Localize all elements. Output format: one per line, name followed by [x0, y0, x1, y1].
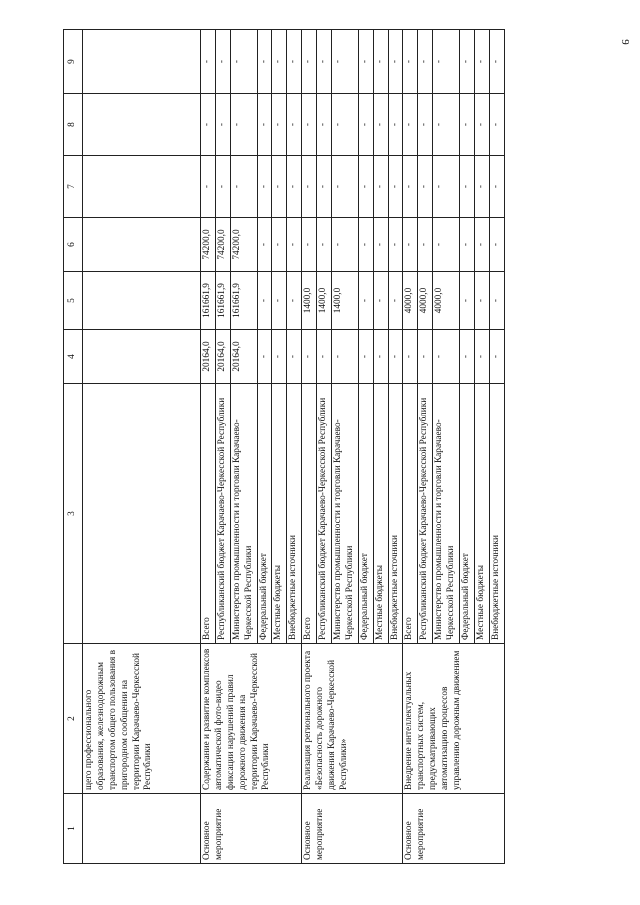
header-row — [64, 30, 83, 864]
value-cell: - — [317, 30, 332, 94]
rotated-page — [63, 30, 612, 864]
value-cell: - — [272, 156, 287, 218]
source-cell: Местные бюджеты — [373, 384, 388, 644]
value-cell: - — [257, 330, 272, 384]
value-cell: - — [418, 218, 433, 272]
value-cell: - — [474, 218, 489, 272]
source-cell: Республиканский бюджет Карачаево-Черкесской Республики — [418, 384, 433, 644]
value-cell: - — [460, 330, 475, 384]
value-cell — [83, 30, 201, 94]
header-cell: 5 — [64, 272, 83, 330]
value-cell: - — [257, 94, 272, 156]
value-cell: - — [373, 218, 388, 272]
value-cell: - — [287, 330, 302, 384]
value-cell: - — [257, 218, 272, 272]
header-cell: 1 — [64, 794, 83, 864]
value-cell: - — [373, 94, 388, 156]
value-cell: - — [373, 330, 388, 384]
value-cell: - — [272, 94, 287, 156]
source-cell: Местные бюджеты — [272, 384, 287, 644]
value-cell: - — [474, 330, 489, 384]
header-cell: 2 — [64, 644, 83, 794]
value-cell: - — [418, 30, 433, 94]
value-cell: 20164,0 — [215, 330, 230, 384]
source-cell: Федеральный бюджет — [460, 384, 475, 644]
value-cell: - — [287, 156, 302, 218]
value-cell: - — [373, 30, 388, 94]
funding-table — [63, 29, 505, 864]
source-cell: Всего — [201, 384, 216, 644]
table-row — [302, 30, 317, 864]
value-cell: 1400,0 — [302, 272, 317, 330]
value-cell: - — [317, 94, 332, 156]
value-cell: - — [332, 156, 359, 218]
measure-name-cell: щего профессионального образования, железнодорожным транспортом общего пользования в пригородном сообщении на территории Карачаево-Черкесской Республики — [83, 644, 201, 794]
value-cell: - — [230, 30, 257, 94]
source-cell: Внебюджетные источники — [287, 384, 302, 644]
source-cell: Федеральный бюджет — [358, 384, 373, 644]
value-cell: 1400,0 — [317, 272, 332, 330]
page-number: 9 — [618, 39, 631, 45]
type-cell: Основное мероприятие — [403, 794, 504, 864]
value-cell: - — [287, 272, 302, 330]
value-cell: 74200,0 — [230, 218, 257, 272]
value-cell: - — [272, 272, 287, 330]
header-cell: 3 — [64, 384, 83, 644]
value-cell: - — [388, 156, 403, 218]
value-cell — [83, 272, 201, 330]
value-cell — [83, 330, 201, 384]
source-cell: Федеральный бюджет — [257, 384, 272, 644]
value-cell: - — [332, 30, 359, 94]
value-cell: - — [302, 218, 317, 272]
value-cell: - — [302, 94, 317, 156]
source-cell: Министерство промышленности и торговли Карачаево-Черкесской Республики — [332, 384, 359, 644]
value-cell: 161661,9 — [215, 272, 230, 330]
header-cell: 7 — [64, 156, 83, 218]
value-cell: - — [302, 156, 317, 218]
header-cell: 8 — [64, 94, 83, 156]
measure-name-cell: Содержание и развитие комплексов автоматической фото-видео фиксации нарушений правил дорожного движения на территории Карачаево-Черкесской Республики — [201, 644, 302, 794]
value-cell: - — [474, 30, 489, 94]
value-cell: - — [388, 330, 403, 384]
source-cell: Всего — [302, 384, 317, 644]
value-cell: - — [460, 156, 475, 218]
value-cell: 4000,0 — [403, 272, 418, 330]
source-cell: Всего — [403, 384, 418, 644]
value-cell: - — [474, 156, 489, 218]
value-cell: - — [287, 94, 302, 156]
value-cell — [83, 218, 201, 272]
measure-name-cell: Реализация регионального проекта «Безопасность дорожного движения Карачаево-Черкесской Республики» — [302, 644, 403, 794]
table-body — [64, 30, 505, 864]
value-cell: - — [257, 272, 272, 330]
value-cell: - — [418, 94, 433, 156]
value-cell: - — [358, 156, 373, 218]
value-cell: - — [358, 218, 373, 272]
measure-name-cell: Внедрение интеллектуальных транспортных систем, предусматривающих автоматизацию процессов управлению дорожным движением — [403, 644, 504, 794]
value-cell: - — [230, 156, 257, 218]
value-cell: - — [460, 218, 475, 272]
value-cell: - — [358, 330, 373, 384]
value-cell: - — [388, 30, 403, 94]
value-cell: - — [433, 94, 460, 156]
value-cell — [83, 94, 201, 156]
value-cell: - — [489, 30, 504, 94]
value-cell: - — [418, 330, 433, 384]
value-cell: - — [358, 94, 373, 156]
value-cell: - — [317, 330, 332, 384]
value-cell: - — [403, 156, 418, 218]
value-cell: - — [489, 272, 504, 330]
value-cell: - — [215, 94, 230, 156]
value-cell: - — [201, 94, 216, 156]
value-cell: 20164,0 — [230, 330, 257, 384]
value-cell: - — [460, 94, 475, 156]
value-cell: - — [317, 156, 332, 218]
value-cell: - — [403, 30, 418, 94]
value-cell: - — [388, 272, 403, 330]
value-cell — [83, 156, 201, 218]
type-cell — [83, 794, 201, 864]
value-cell: 74200,0 — [201, 218, 216, 272]
source-cell — [83, 384, 201, 644]
value-cell: - — [332, 330, 359, 384]
value-cell: - — [388, 218, 403, 272]
header-cell: 6 — [64, 218, 83, 272]
value-cell: 1400,0 — [332, 272, 359, 330]
header-cell: 9 — [64, 30, 83, 94]
value-cell: - — [474, 272, 489, 330]
value-cell: - — [460, 30, 475, 94]
value-cell: - — [433, 218, 460, 272]
value-cell: - — [272, 330, 287, 384]
value-cell: 161661,9 — [201, 272, 216, 330]
value-cell: - — [474, 94, 489, 156]
type-cell: Основное мероприятие — [201, 794, 302, 864]
value-cell: - — [373, 272, 388, 330]
value-cell: - — [403, 94, 418, 156]
header-cell: 4 — [64, 330, 83, 384]
value-cell: - — [332, 218, 359, 272]
value-cell: 20164,0 — [201, 330, 216, 384]
value-cell: - — [272, 218, 287, 272]
value-cell: - — [257, 156, 272, 218]
value-cell: - — [257, 30, 272, 94]
value-cell: - — [433, 330, 460, 384]
value-cell: - — [373, 156, 388, 218]
value-cell: - — [215, 156, 230, 218]
value-cell: - — [388, 94, 403, 156]
value-cell: 161661,9 — [230, 272, 257, 330]
type-cell: Основное мероприятие — [302, 794, 403, 864]
continuation-row — [83, 30, 201, 864]
value-cell: - — [358, 30, 373, 94]
value-cell: - — [403, 218, 418, 272]
value-cell: - — [433, 156, 460, 218]
value-cell: - — [433, 30, 460, 94]
value-cell: - — [201, 30, 216, 94]
value-cell: - — [272, 30, 287, 94]
value-cell: - — [230, 94, 257, 156]
value-cell: - — [201, 156, 216, 218]
source-cell: Республиканский бюджет Карачаево-Черкесской Республики — [317, 384, 332, 644]
value-cell: - — [302, 330, 317, 384]
value-cell: - — [215, 30, 230, 94]
source-cell: Внебюджетные источники — [489, 384, 504, 644]
value-cell: - — [489, 218, 504, 272]
source-cell: Республиканский бюджет Карачаево-Черкесской Республики — [215, 384, 230, 644]
source-cell: Министерство промышленности и торговли Карачаево-Черкесской Республики — [433, 384, 460, 644]
source-cell: Местные бюджеты — [474, 384, 489, 644]
source-cell: Министерство промышленности и торговли Карачаево-Черкесской Республики — [230, 384, 257, 644]
value-cell: - — [317, 218, 332, 272]
value-cell: - — [489, 156, 504, 218]
value-cell: - — [418, 156, 433, 218]
table-row — [403, 30, 418, 864]
table-row — [201, 30, 216, 864]
value-cell: - — [460, 272, 475, 330]
value-cell: - — [332, 94, 359, 156]
value-cell: - — [287, 218, 302, 272]
source-cell: Внебюджетные источники — [388, 384, 403, 644]
value-cell: 74200,0 — [215, 218, 230, 272]
value-cell: 4000,0 — [418, 272, 433, 330]
value-cell: - — [489, 94, 504, 156]
value-cell: - — [287, 30, 302, 94]
value-cell: - — [403, 330, 418, 384]
value-cell: - — [302, 30, 317, 94]
value-cell: - — [358, 272, 373, 330]
value-cell: - — [489, 330, 504, 384]
value-cell: 4000,0 — [433, 272, 460, 330]
